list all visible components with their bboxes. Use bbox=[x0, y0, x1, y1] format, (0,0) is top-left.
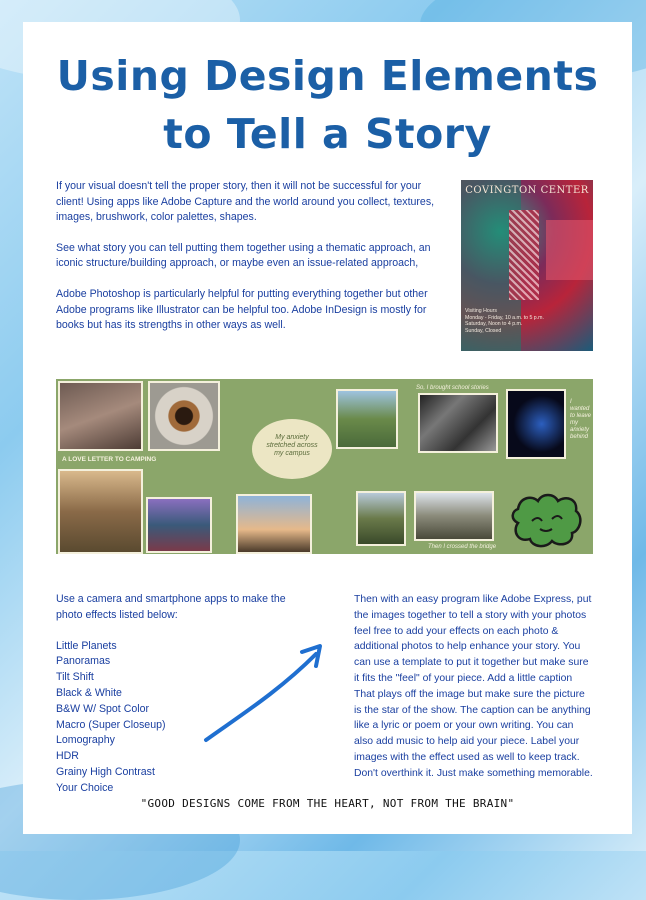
list-item: Your Choice bbox=[56, 781, 114, 794]
collage-photo-field bbox=[58, 469, 143, 554]
list-item: Tilt Shift bbox=[56, 671, 94, 684]
title-line-1: Using Design Elements bbox=[56, 52, 599, 100]
page-title bbox=[23, 47, 632, 163]
poster-line: Saturday, Noon to 4 p.m. bbox=[465, 321, 523, 328]
instructions-text: Then with an easy program like Adobe Express, put the images together to tell a story with your photos feel free to add your effects on each photo & additional photos to help enhance your story. You can use a template to put it together but make sure it fits the "feel" of your piece. Add a little caption That plays off the image but make sure the picture is the star of the show. The caption can be anything like a lyric or poem or your own writing. You can also add music to help aid your piece. Label your images with the effect used as well to keep track. Don't overthink it. Just make something memorable. bbox=[354, 594, 593, 779]
intro-paragraph-2: See what story you can tell putting them together using a thematic approach, an iconic structure/building approach, or maybe even an issue-related approach, bbox=[56, 241, 431, 270]
intro-paragraph-3: Adobe Photoshop is particularly helpful for putting everything together but other Adobe programs like Illustrator can be helpful too. Adobe InDesign is mostly for books but has its strengths in other ways as well. bbox=[56, 287, 428, 332]
collage-label-anxiety-behind: I wanted to leave my anxiety behind bbox=[570, 399, 592, 440]
poster-line: Sunday, Closed bbox=[465, 327, 502, 334]
curved-arrow-icon bbox=[198, 622, 333, 747]
list-item: Panoramas bbox=[56, 655, 111, 668]
poster-visiting-hours bbox=[465, 308, 555, 334]
list-item: Macro (Super Closeup) bbox=[56, 718, 166, 731]
poster-title: COVINGTON CENTER bbox=[465, 185, 589, 196]
collage-label-camping: A LOVE LETTER TO CAMPING bbox=[62, 456, 157, 463]
intro-text bbox=[56, 179, 441, 349]
collage-photo-bridge bbox=[414, 491, 494, 541]
poster-tower-image bbox=[509, 210, 539, 300]
poster-line: Monday - Friday, 10 a.m. to 5 p.m. bbox=[465, 314, 544, 321]
collage-photo-sunset bbox=[236, 494, 312, 554]
collage-label-bridge: Then I crossed the bridge bbox=[428, 544, 497, 550]
list-item: Little Planets bbox=[56, 639, 117, 652]
collage-photo-bw-roots bbox=[418, 393, 498, 453]
collage-photo-macro-eye bbox=[148, 381, 220, 451]
collage-photo-blue-night bbox=[506, 389, 566, 459]
list-item: B&W W/ Spot Color bbox=[56, 702, 150, 715]
intro-paragraph-1: If your visual doesn't tell the proper story, then it will not be successful for your client! Using apps like Adobe Capture and the world around you collect, textures, images, brushwork, color palettes, shapes. bbox=[56, 180, 435, 224]
collage-label-school-stories: So, I brought school stories bbox=[416, 385, 489, 391]
covington-center-poster bbox=[461, 180, 593, 351]
document-page bbox=[23, 22, 632, 834]
collage-photo-building bbox=[146, 497, 212, 553]
collage-photo-path bbox=[336, 389, 398, 449]
collage-photo-bark bbox=[58, 381, 143, 451]
list-item: Grainy High Contrast bbox=[56, 765, 155, 778]
list-item: Black & White bbox=[56, 686, 122, 699]
collage-photo-lone-tree bbox=[356, 491, 406, 546]
title-line-2: to Tell a Story bbox=[163, 110, 492, 158]
list-item: HDR bbox=[56, 750, 79, 763]
poster-line: Visiting Hours bbox=[465, 308, 497, 314]
closing-quote: "GOOD DESIGNS COME FROM THE HEART, NOT FROM THE BRAIN" bbox=[140, 797, 515, 810]
list-item: Lomography bbox=[56, 734, 115, 747]
effects-lead-text: Use a camera and smartphone apps to make the photo effects listed below: bbox=[56, 593, 286, 621]
green-creature-sticker bbox=[510, 491, 583, 549]
collage-label-anxiety: My anxiety stretched across my campus bbox=[266, 434, 318, 457]
